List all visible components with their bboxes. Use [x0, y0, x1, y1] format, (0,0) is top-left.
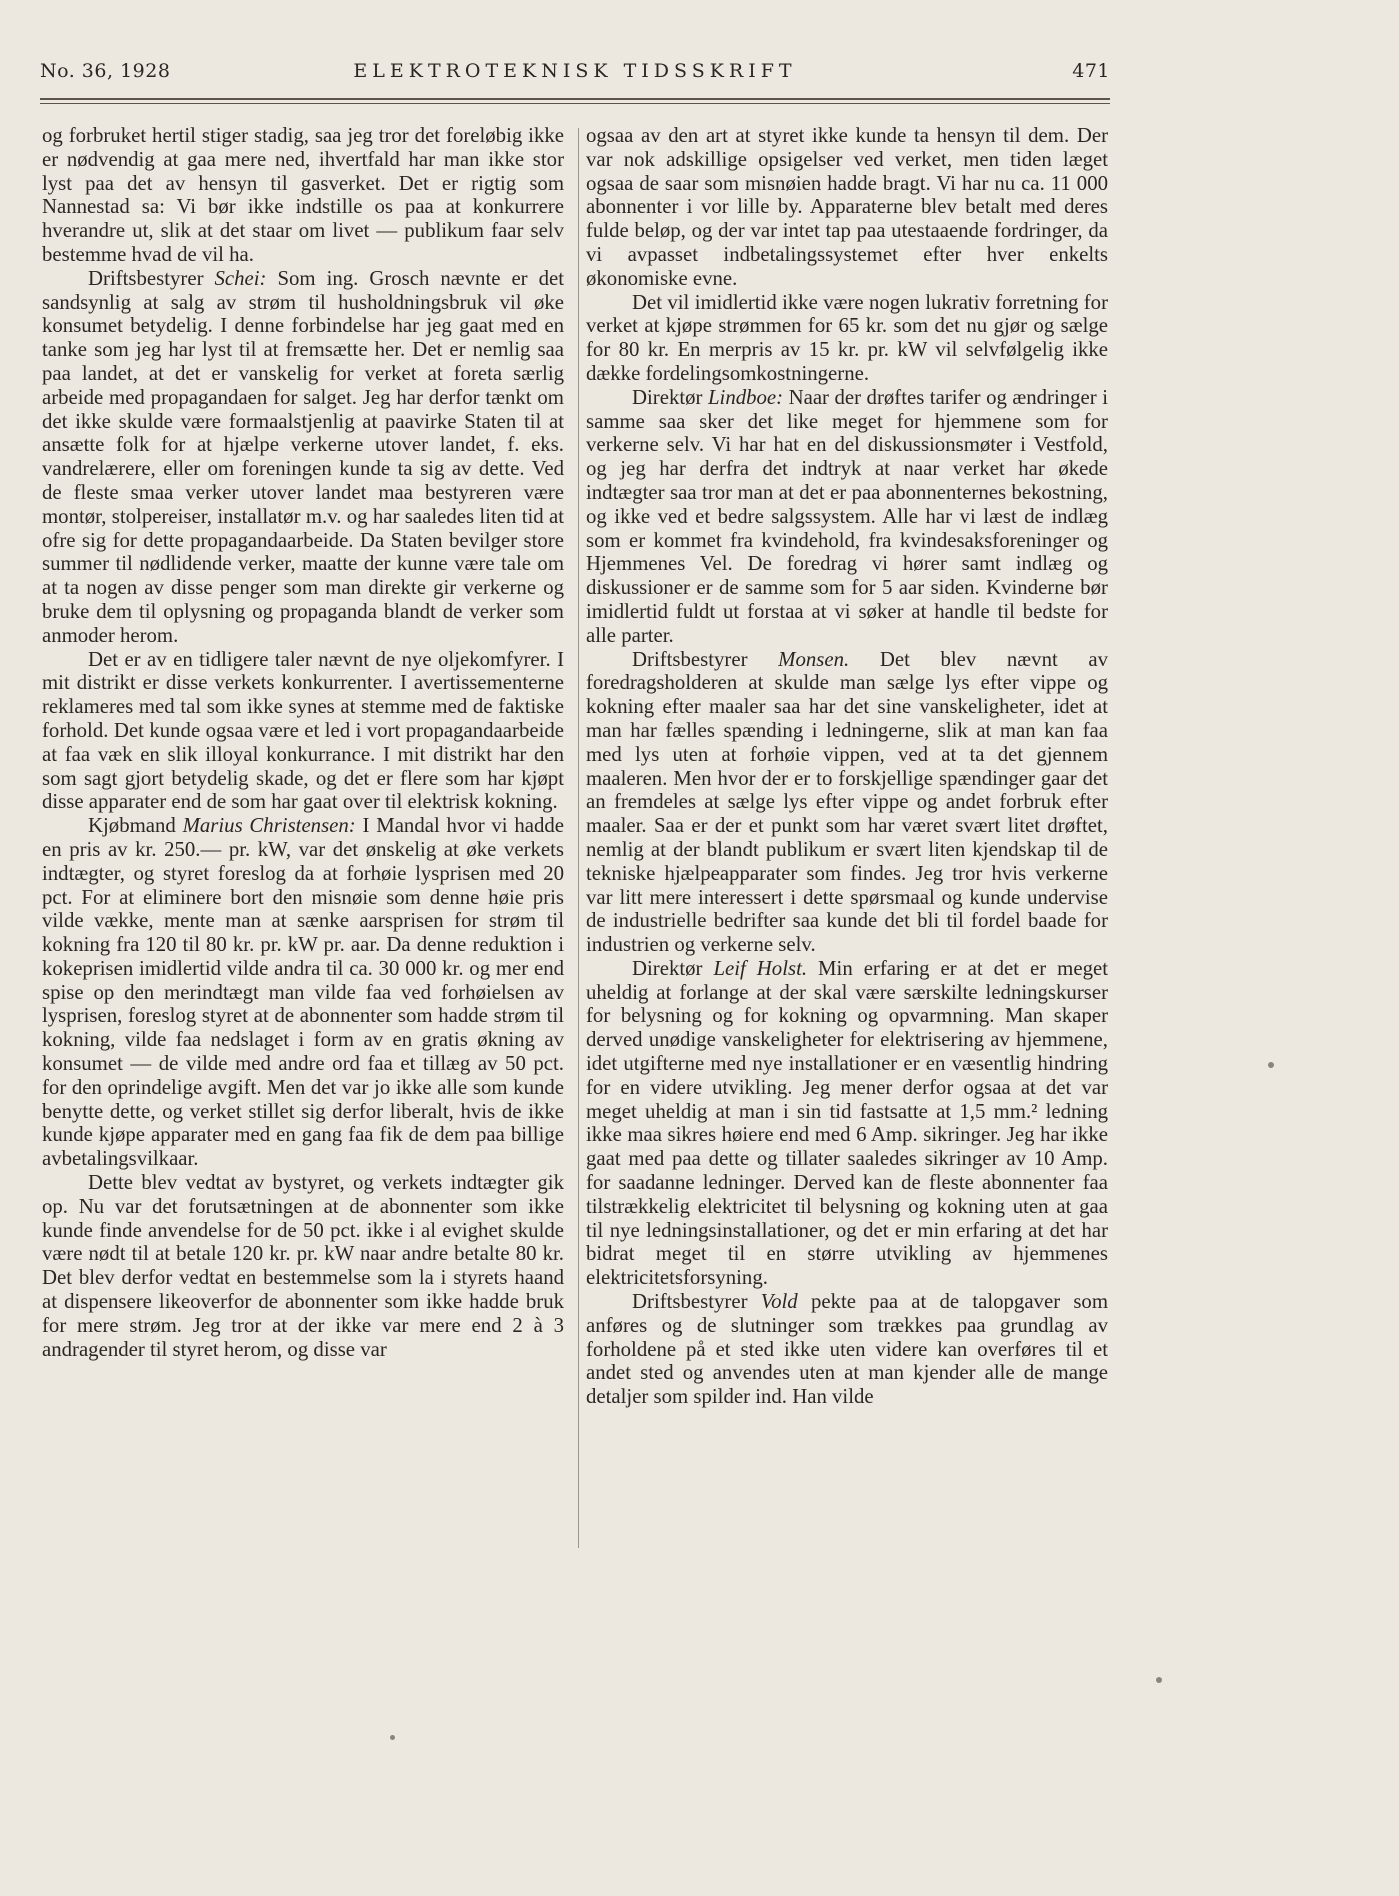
paragraph: Direktør Leif Holst. Min erfaring er at det er meget uheldig at forlange at der skal være særskilte ledningskurser for belysning og for kokning og opvarmning. Man skaper derved unødige vanskeligheter for elektrisering av hjemmene, idet utgifterne med nye installationer er en væsentlig hindring for en videre utvikling. Jeg mener derfor ogsaa at det var meget uheldig at man i sin tid fastsatte at 1,5 mm.² ledning ikke maa sikres høiere end med 6 Amp. sikringer. Jeg har ikke gaat med paa dette og tillater saaledes sikringer av 10 Amp. for saadanne ledninger. Derved kan de fleste abonnenter faa tilstrækkelig elektricitet til belysning og kokning uten at gaa til nye ledningsinstallationer, og det er min erfaring at det har bidrat meget til en større utvikling av hjemmenes elektricitetsforsyning. — [586, 956, 1108, 1290]
paragraph: Driftsbestyrer Vold pekte paa at de talopgaver som anføres og de slutninger som trækkes paa grundlag av forholdene på et sted ikke uten videre kan overføres til et andet sted og anvendes uten at man kjender alle de mange detaljer som spilder ind. Han vilde — [586, 1290, 1109, 1409]
paragraph: Driftsbestyrer Schei: Som ing. Grosch nævnte er det sandsynlig at salg av strøm til husholdningsbruk vil øke konsumet betydelig. I denne forbindelse har jeg gaat med en tanke som jeg har lyst til at fremsætte her. Det er nemlig saa paa landet, at det er vanskelig for verket at foreta særlig arbeide med propagandaen for salget. Jeg har derfor tænkt om det ikke skulde være formaalstjenlig at paavirke Staten til at ansætte folk for at hjælpe verkerne utover landet, f. eks. vandrelærere, eller om foreningen kunde ta sig av dette. Ved de fleste smaa verker utover landet maa bestyreren være montør, stolpereiser, installatør m.v. og har saaledes liten tid at ofre sig for dette propagandaarbeide. Da Staten bevilger store summer til nødlidende verker, maatte der kunne være tale om at ta nogen av disse penger som man direkte gir verkerne og bruke dem til oplysning og propaganda blandt de verker som anmoder herom. — [42, 266, 564, 647]
paragraph: Det er av en tidligere taler nævnt de nye oljekomfyrer. I mit distrikt er disse verkets konkurrenter. I avertissementerne reklameres med tal som ikke synes at stemme med de faktiske forhold. Det kunde ogsaa være et led i vort propagandaarbeide at faa væk en slik illoyal konkurrance. I mit distrikt har den som sagt gjort betydelig skade, og det er flere som har kjøpt disse apparater end de som har gaat over til elektrisk kokning. — [42, 647, 564, 814]
paper-speck — [1268, 1062, 1274, 1068]
journal-title: ELEKTROTEKNISK TIDSSKRIFT — [353, 60, 797, 82]
speaker-role: Driftsbestyrer — [88, 266, 215, 290]
paragraph: og forbruket hertil stiger stadig, saa jeg tror det foreløbig ikke er nødvendig at gaa mere ned, ihvertfald har man ikke stor lyst paa det av hensyn til gasverket. Det er rigtig som Nannestad sa: Vi bør ikke indstille os paa at konkurrere hverandre ut, slik at det staar om livet — publikum faar selv bestemme hvad de vil ha. — [42, 124, 564, 266]
speaker-role: Driftsbestyrer — [632, 647, 779, 671]
speaker-name: Schei: — [214, 266, 267, 290]
speaker-name: Lindboe: — [707, 385, 784, 409]
page-header — [40, 60, 1110, 90]
speaker-name: Marius Christensen: — [182, 814, 356, 838]
issue-number: No. 36, 1928 — [40, 60, 171, 82]
paragraph: Det vil imidlertid ikke være nogen lukrativ forretning for verket at kjøpe strømmen for 65 kr. som det nu gjør og sælge for 80 kr. En merpris av 15 kr. pr. kW vil selvfølgelig ikke dække fordelingsomkostningerne. — [586, 290, 1108, 385]
paragraph: ogsaa av den art at styret ikke kunde ta hensyn til dem. Der var nok adskillige opsigelser ved verket, men tiden læget ogsaa de saar som misnøien hadde bragt. Vi har nu ca. 11 000 abonnenter i vor lille by. Apparaterne blev betalt med deres fulde beløp, og der var intet tap paa utestaaende fordringer, da vi avpasset indbetalingssystemet efter hver enkelts økonomiske evne. — [586, 124, 1108, 290]
paragraph: Direktør Lindboe: Naar der drøftes tarifer og ændringer i samme saa sker det like meget for hjemmene som for verkerne selv. Vi har hat en del diskussionsmøter i Vestfold, og jeg har derfra det indtryk at naar verket har økede indtægter saa tror man at det er paa abonnenternes bekostning, og ikke ved et bedre salgssystem. Alle har vi læst de indlæg som er kommet fra kvindehold, fra kvindesaksforeninger og Hjemmenes Vel. De foredrag vi hører samt indlæg og diskussioner er de samme som for 5 aar siden. Kvinderne bør imidlertid fuldt ut forstaa at vi søker at handle til bedste for alle parter. — [586, 385, 1108, 647]
speaker-role: Driftsbestyrer — [632, 1290, 761, 1314]
right-column — [586, 124, 1108, 1409]
paragraph: Dette blev vedtat av bystyret, og verkets indtægter gik op. Nu var det forutsætningen at de abonnenter som ikke kunde finde anvendelse for de 50 pct. ikke i al evighet skulde være nødt til at betale 120 kr. pr. kW naar andre betalte 80 kr. Det blev derfor vedtat en bestemmelse som la i styrets haand at dispensere likeoverfor de abonnenter som ikke hadde bruk for mere strøm. Jeg tror at der ikke var mere end 2 à 3 andragender til styret herom, og disse var — [42, 1171, 564, 1361]
header-rule-thick — [40, 98, 1110, 100]
paragraph: Driftsbestyrer Monsen. Det blev nævnt av foredragsholderen at skulde man sælge lys efter vippe og kokning efter maaler saa har det sine vanskeligheter, idet at man har fælles spænding i ledningerne, slik at man kan faa med lys uten at forhøie vippen, ved at ta det gjennem maaleren. Men hvor der er to forskjellige spændinger gaar det an fremdeles at sælge lys efter vippe og andet forbruk efter maaler. Saa er der et punkt som har været svært litet drøftet, nemlig at der blandt publikum er svært liten kjendskap til de tekniske hjælpeapparater som findes. Jeg tror hvis verkerne var litt mere interessert i dette spørsmaal og kunde undervise de industrielle bedrifter saa kunde det bli til fordel baade for industrien og verkerne selv. — [586, 647, 1109, 957]
paper-speck — [390, 1735, 395, 1740]
header-rule-thin — [40, 103, 1110, 104]
speaker-name: Vold — [760, 1290, 798, 1314]
speaker-role: Direktør — [632, 956, 714, 980]
page-number: 471 — [1072, 60, 1110, 82]
left-column — [42, 124, 564, 1361]
paragraph: Kjøbmand Marius Christensen: I Mandal hvor vi hadde en pris av kr. 250.— pr. kW, var det ønskelig at øke verkets indtægter, og styret foreslog da at forhøie lysprisen med 20 pct. For at eliminere bort den misnøie som denne høie pris vilde vække, mente man at sænke aarsprisen for strøm til kokning fra 120 til 80 kr. pr. kW pr. aar. Da denne reduktion i kokeprisen imidlertid vilde andra til ca. 30 000 kr. og mer end spise op den merindtægt man vilde faa ved forhøielsen av lysprisen, foreslog styret at de abonnenter som hadde strøm til kokning, vilde faa nedslaget i form av en gratis økning av konsumet — de vilde med andre ord faa et tillæg av 50 pct. for den oprindelige avgift. Men det var jo ikke alle som kunde benytte dette, og verket stillet sig derfor liberalt, hvis de ikke kunde kjøpe apparater med en gang faa fik de dem paa billige avbetalingsvilkaar. — [42, 814, 565, 1171]
speaker-name: Leif Holst. — [713, 956, 808, 980]
paper-speck — [1156, 1677, 1162, 1683]
speaker-name: Monsen. — [778, 647, 850, 671]
speaker-role: Direktør — [632, 385, 708, 409]
column-divider — [578, 128, 579, 1548]
speaker-role: Kjøbmand — [88, 814, 183, 838]
